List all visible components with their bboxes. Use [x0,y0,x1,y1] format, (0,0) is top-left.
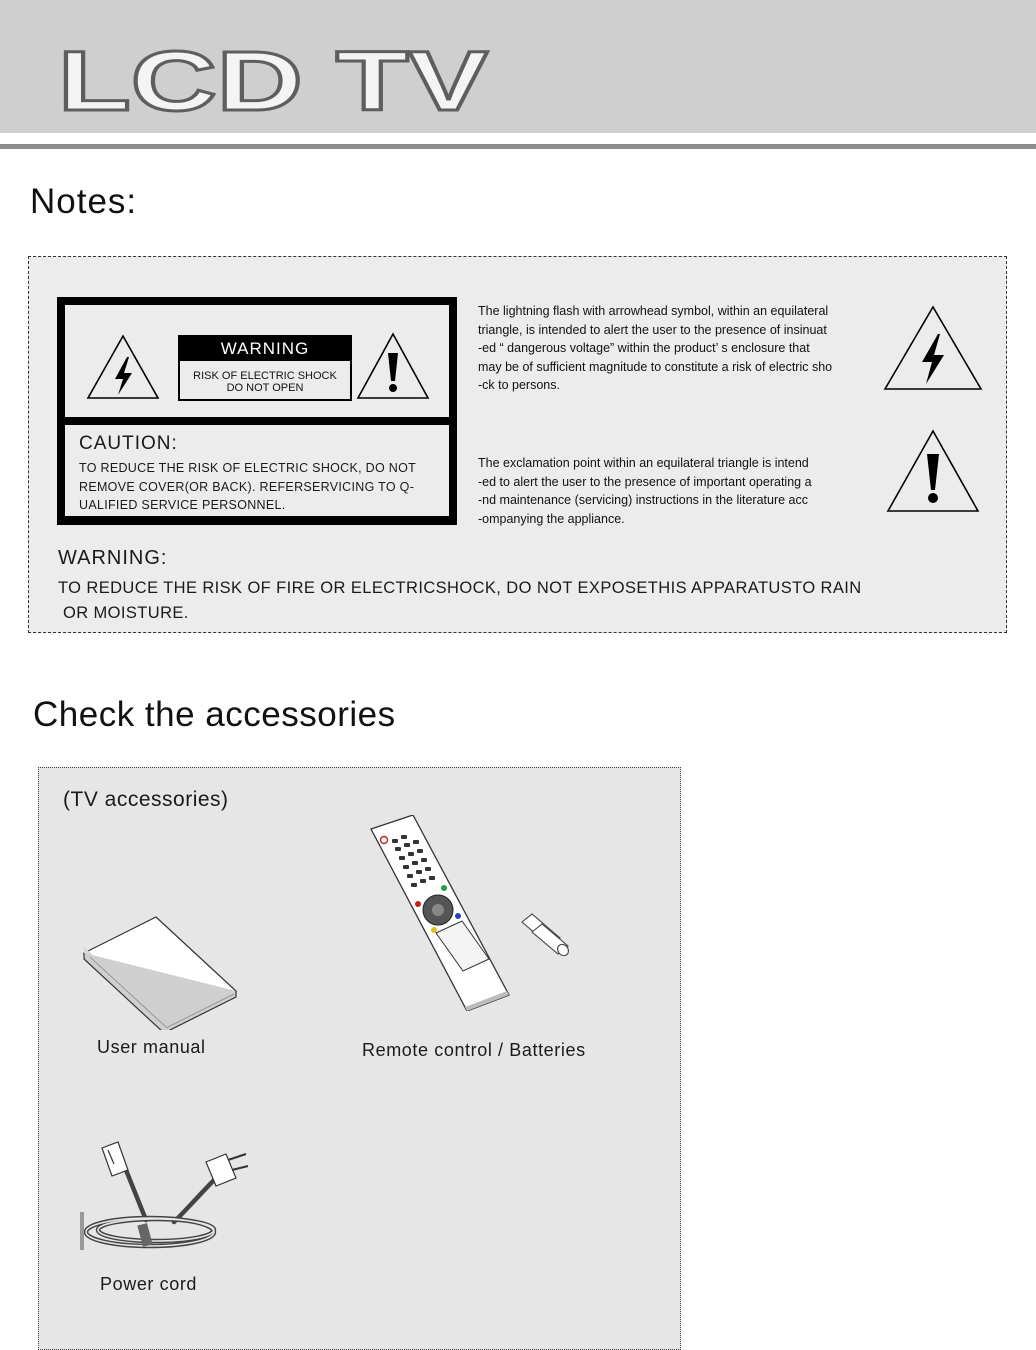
exclamation-triangle-icon [355,331,431,401]
batteries-icon [518,908,574,956]
lightning-line: triangle, is intended to alert the user to the presence of insinuat [478,322,827,337]
lightning-symbol-icon [882,304,984,392]
warning-title: WARNING: [58,547,168,569]
safety-label-top [65,305,449,417]
header-rule [0,144,1036,149]
exclamation-line: The exclamation point within an equilateral triangle is intend [478,456,809,470]
remote-control-label: Remote control / Batteries [362,1040,586,1060]
exclamation-line: -ed to alert the user to the presence of important operating a [478,474,812,489]
power-cord-label: Power cord [100,1274,198,1294]
power-cord-icon [78,1140,254,1255]
warning-plate-line: RISK OF ELECTRIC SHOCK [193,370,337,382]
warning-plate-title: WARNING [180,337,350,361]
accessories-subtitle: (TV accessories) [63,788,229,811]
lightning-explanation [478,302,832,395]
accessories-heading: Check the accessories [33,695,396,734]
exclamation-line: -nd maintenance (servicing) instructions in the literature acc [478,493,809,508]
lightning-line: -ed “ dangerous voltage” within the product’ s enclosure that [478,341,810,356]
warning-line: OR MOISTURE. [58,604,189,622]
user-manual-icon [80,915,240,1030]
header-title [58,42,498,122]
caution-text: TO REDUCE THE RISK OF ELECTRIC SHOCK, DO NOT REMOVE COVER(OR BACK). REFERSERVICING TO Q-UALIFIED SERVICE PERSONNEL. [79,461,416,512]
caution-section [65,425,449,516]
notes-heading: Notes: [30,182,138,221]
warning-plate-line: DO NOT OPEN [226,382,304,394]
safety-label [57,297,457,525]
warning-plate [178,335,352,401]
warning-plate-text [180,370,350,394]
user-manual-label: User manual [97,1037,206,1057]
lightning-line: -ck to persons. [478,378,560,393]
lightning-line: may be of sufficient magnitude to constitute a risk of electric sho [478,359,833,374]
remote-control-icon [365,815,515,1011]
warning-text [58,576,862,626]
warning-line: TO REDUCE THE RISK OF FIRE OR ELECTRICSHOCK, DO NOT EXPOSETHIS APPARATUSTO RAIN [58,579,862,597]
exclamation-explanation [478,454,812,528]
exclamation-line: -ompanying the appliance. [478,511,625,526]
header-title-text: LCD TV [58,42,488,122]
exclamation-symbol-icon [885,428,981,514]
lightning-line: The lightning flash with arrowhead symbol, within an equilateral [478,304,829,318]
caution-title: CAUTION: [79,433,178,454]
lightning-triangle-icon [85,333,161,401]
